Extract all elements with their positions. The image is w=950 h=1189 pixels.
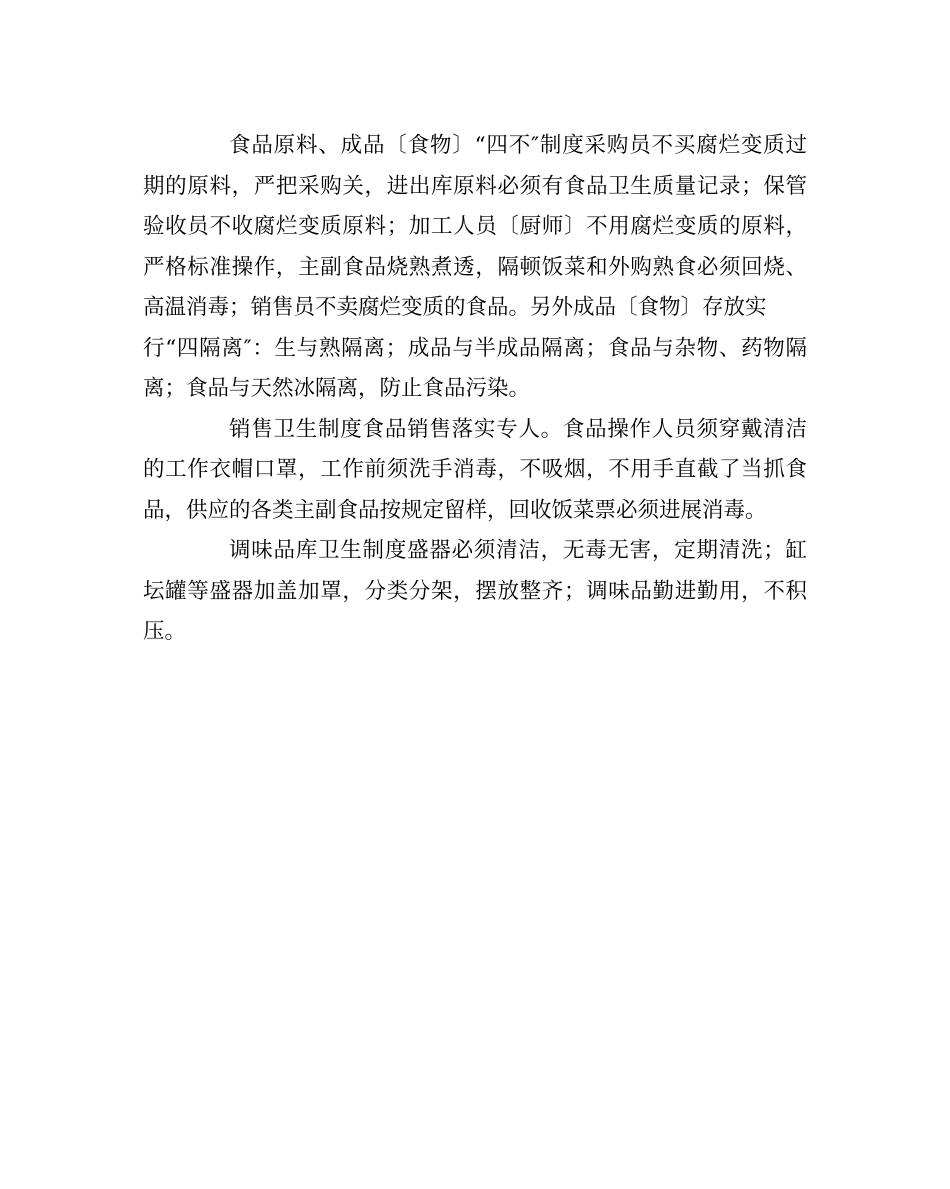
text-line: 的工作衣帽口罩，工作前须洗手消毒，不吸烟，不用手直截了当抓食: [143, 457, 807, 482]
text-line: 高温消毒；销售员不卖腐烂变质的食品。另外成品〔食物〕存放实: [143, 295, 767, 320]
text-line: 坛罐等盛器加盖加罩，分类分架，摆放整齐；调味品勤进勤用，不积: [143, 578, 807, 604]
text-line: 销售卫生制度食品销售落实专人。食品操作人员须穿戴清洁: [229, 416, 807, 442]
paragraph-condiment-storage-system: [143, 531, 807, 653]
text-line: 验收员不收腐烂变质原料；加工人员〔厨师〕不用腐烂变质的原料，: [143, 214, 807, 239]
text-line: 严格标准操作，主副食品烧熟煮透，隔顿饭菜和外购熟食必须回烧、: [143, 254, 807, 280]
paragraph-raw-material-system: [143, 126, 807, 410]
text-line: 食品原料、成品〔食物〕“四不″制度采购员不买腐烂变质过: [229, 133, 807, 158]
text-line: 期的原料，严把采购关，进出库原料必须有食品卫生质量记录；保管: [143, 173, 807, 199]
text-line: 离；食品与天然冰隔离，防止食品污染。: [143, 376, 531, 401]
text-line: 压。: [143, 619, 187, 644]
text-line: 行“四隔离″：生与熟隔离；成品与半成品隔离；食品与杂物、药物隔: [143, 335, 807, 361]
document-body: [143, 126, 807, 653]
paragraph-sales-hygiene-system: [143, 410, 807, 532]
text-line: 调味品库卫生制度盛器必须清洁，无毒无害，定期清洗；缸: [229, 538, 807, 563]
text-line: 品，供应的各类主副食品按规定留样，回收饭菜票必须进展消毒。: [143, 497, 767, 523]
